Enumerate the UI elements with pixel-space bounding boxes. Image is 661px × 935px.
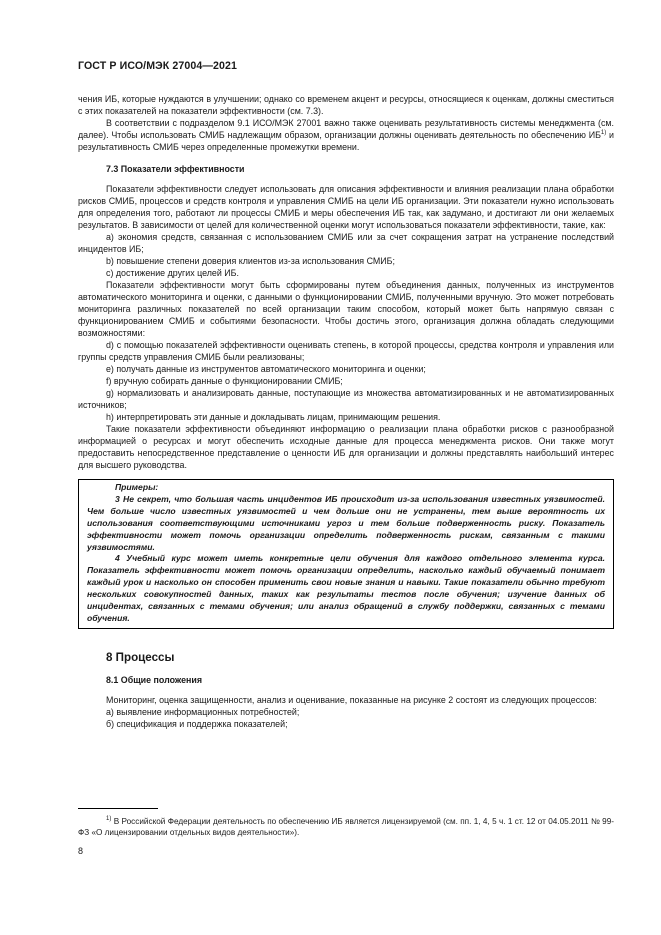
list-item: б) спецификация и поддержка показателей; xyxy=(106,718,288,729)
paragraph-text: В соответствии с подразделом 9.1 ИСО/МЭК 27001 важно также оценивать результативность системы менеджмента (см. далее). Чтобы использовать СМИБ надлежащим образом, организации должны оценивать деятельность по обеспечению ИБ xyxy=(78,118,614,140)
section-heading-8-1: 8.1 Общие положения xyxy=(106,674,203,685)
paragraph-text-continued: и результативность СМИБ через определенные промежутки времени. xyxy=(78,130,614,152)
paragraph: Мониторинг, оценка защищенности, анализ и оценивание, показанные на рисунке 2 состоят из следующих процессов: xyxy=(106,694,597,705)
list-item: e) получать данные из инструментов автоматического мониторинга и оценки; xyxy=(106,364,426,374)
examples-title: Примеры: xyxy=(115,482,159,492)
footnote-text: В Российской Федерации деятельность по обеспечению ИБ является лицензируемой (см. пп. 1, 4, 5 ч. 1 ст. 12 от 04.05.2011 № 99-ФЗ «О лицензировании отдельных видов деятельности»). xyxy=(78,817,614,837)
list-item: h) интерпретировать эти данные и докладывать лицам, принимающим решения. xyxy=(106,412,441,422)
paragraph xyxy=(78,117,614,153)
list-item: d) с помощью показателей эффективности оценивать степень, в которой процессы, средства контроля и управления или группы средств управления СМИБ были реализованы; xyxy=(78,340,614,362)
page-content xyxy=(78,93,614,730)
paragraph: Такие показатели эффективности объединяют информацию о реализации плана обработки рисков с разнообразной информацией о ресурсах и могут обеспечить исходные данные для процесса менеджмента рисков. Они также могут предоставить непосредственное представление о ценности ИБ для организации и должны представлять наибольший интерес для высшего руководства. xyxy=(78,424,614,470)
list-item: а) выявление информационных потребностей; xyxy=(106,706,300,717)
footnote-mark: 1) xyxy=(106,816,112,822)
footnote xyxy=(78,816,614,838)
list-item: b) повышение степени доверия клиентов из-за использования СМИБ; xyxy=(106,256,395,266)
list-item: g) нормализовать и анализировать данные, поступающие из множества автоматизированных и не автоматизированных источников; xyxy=(78,388,614,410)
page-number: 8 xyxy=(78,846,84,856)
footnote-ref: 1) xyxy=(600,130,607,136)
list-item: f) вручную собирать данные о функционировании СМИБ; xyxy=(106,376,343,386)
section-heading-7-3: 7.3 Показатели эффективности xyxy=(106,164,245,174)
footnote-divider xyxy=(78,808,158,809)
list-item: a) экономия средств, связанная с использованием СМИБ или за счет сокращения затрат на устранение последствий инцидентов ИБ; xyxy=(78,232,614,254)
example-item: 4 Учебный курс может иметь конкретные цели обучения для каждого отдельного элемента курса. Показатель эффективности может помочь организации определить, насколько каждый обучаемый понимает каждый урок и насколько он способен применить свои новые знания и навыки. Такие показатели обычно требуют нескольких совокупностей данных, таких как результаты тестов после обучения; изучение данных об инцидентах, связанных с темами обучения; или анализ обращений в службу поддержки, связанных с темами обучения. xyxy=(87,553,605,623)
paragraph: Показатели эффективности следует использовать для описания эффективности и влияния реализации плана обработки рисков СМИБ, процессов и средств контроля и управления СМИБ на цели ИБ организации. Эти показатели нужно использовать для определения того, работают ли процессы СМИБ и меры обеспечения ИБ так, как задумано, и достигают ли они желаемых результатов. В зависимости от целей для количественной оценки могут использоваться показатели эффективности, такие, как: xyxy=(78,184,614,230)
paragraph: чения ИБ, которые нуждаются в улучшении; однако со временем акцент и ресурсы, относящиеся к оценкам, должны сместиться с этих показателей на показатели эффективности (см. 7.3). xyxy=(78,94,614,116)
list-item: c) достижение других целей ИБ. xyxy=(106,268,239,278)
section-heading-8: 8 Процессы xyxy=(106,650,175,664)
examples-box xyxy=(78,479,614,629)
standard-header: ГОСТ Р ИСО/МЭК 27004—2021 xyxy=(78,60,237,72)
paragraph: Показатели эффективности могут быть сформированы путем объединения данных, полученных из инструментов автоматического мониторинга и оценки, с данными о функционировании СМИБ, полученными вручную. Это может потребовать мониторинга различных показателей по всей организации таким способом, который может быть напрямую связан с функционированием СМИБ и событиями безопасности. Чтобы достичь этого, организация должна обладать следующими возможностями: xyxy=(78,280,614,338)
example-item: 3 Не секрет, что большая часть инцидентов ИБ происходит из-за использования известных уязвимостей. Чем больше число известных уязвимостей и чем дольше они не устранены, тем выше вероятность их использования соответствующими источниками угроз и тем больше подверженность риску. Показатель эффективности может помочь организации определить подверженность рискам, связанным с такими уязвимостями. xyxy=(87,493,605,552)
